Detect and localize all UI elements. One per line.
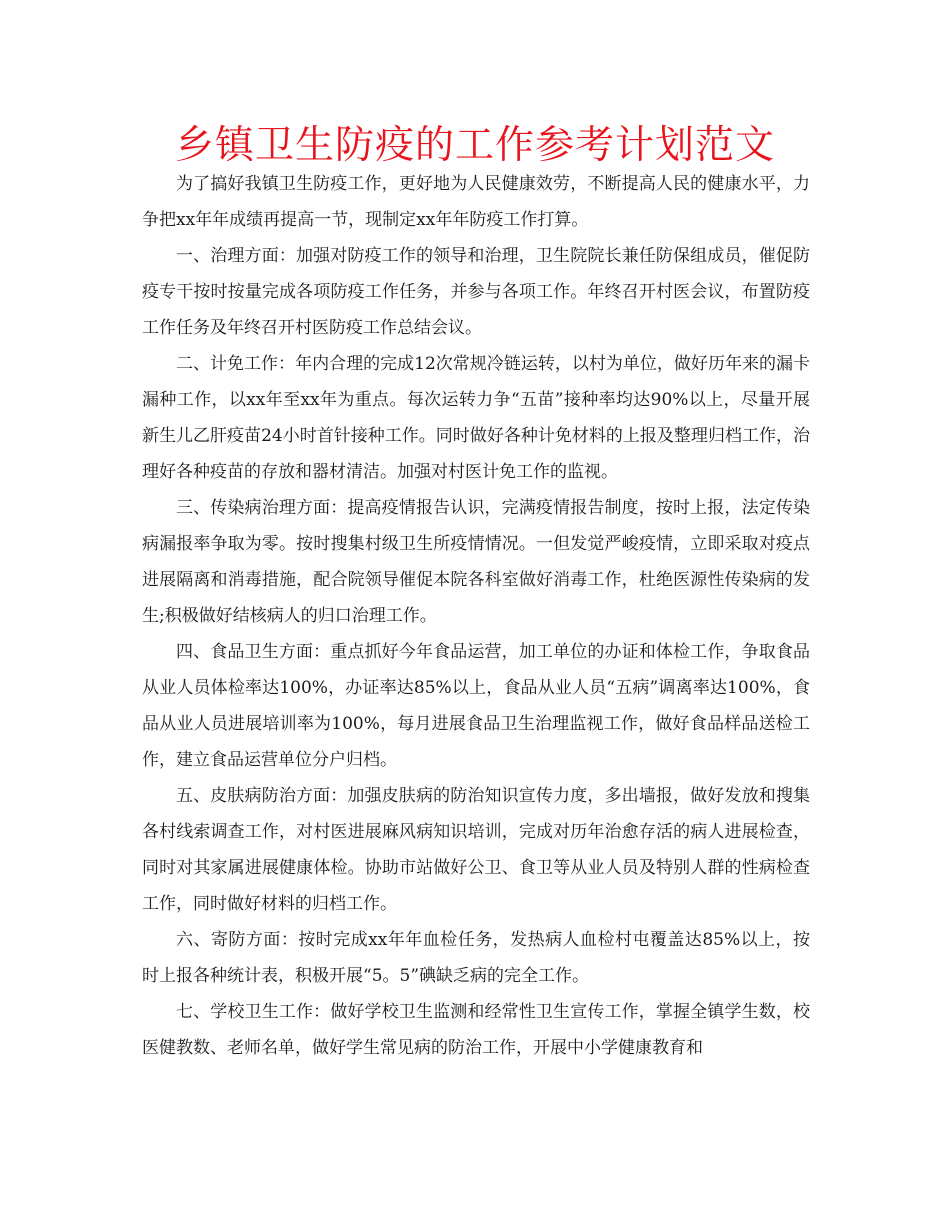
- paragraph-infectious-disease: 三、传染病治理方面：提高疫情报告认识，完满疫情报告制度，按时上报，法定传染病漏报率争取为零。按时搜集村级卫生所疫情情况。一但发觉严峻疫情，立即采取对疫点进展隔离和消毒措施，配合院领导催促本院各科室做好消毒工作，杜绝医源性传染病的发生;积极做好结核病人的归口治理工作。: [142, 498, 810, 626]
- paragraph-management: 一、治理方面：加强对防疫工作的领导和治理，卫生院院长兼任防保组成员，催促防疫专干按时按量完成各项防疫工作任务，并参与各项工作。年终召开村医会议，布置防疫工作任务及年终召开村医防疫工作总结会议。: [142, 246, 810, 338]
- paragraph-food-hygiene: 四、食品卫生方面：重点抓好今年食品运营，加工单位的办证和体检工作，争取食品从业人员体检率达100%，办证率达85%以上，食品从业人员“五病”调离率达100%，食品从业人员进展培训率为100%，每月进展食品卫生治理监视工作，做好食品样品送检工作，建立食品运营单位分户归档。: [142, 642, 810, 770]
- document-body: [142, 166, 810, 1066]
- paragraph-skin-disease: 五、皮肤病防治方面：加强皮肤病的防治知识宣传力度，多出墙报，做好发放和搜集各村线索调查工作，对村医进展麻风病知识培训，完成对历年治愈存活的病人进展检查，同时对其家属进展健康体检。协助市站做好公卫、食卫等从业人员及特别人群的性病检查工作，同时做好材料的归档工作。: [142, 786, 810, 914]
- paragraph-school-hygiene: 七、学校卫生工作：做好学校卫生监测和经常性卫生宣传工作，掌握全镇学生数，校医健教数、老师名单，做好学生常见病的防治工作，开展中小学健康教育和: [142, 1002, 810, 1058]
- document-title: 乡镇卫生防疫的工作参考计划范文: [174, 123, 775, 168]
- paragraph-parasite-prevention: 六、寄防方面：按时完成xx年年血检任务，发热病人血检村屯覆盖达85%以上，按时上报各种统计表，积极开展“5。5”碘缺乏病的完全工作。: [142, 930, 810, 986]
- paragraph-immunization: 二、计免工作：年内合理的完成12次常规冷链运转，以村为单位，做好历年来的漏卡漏种工作，以xx年至xx年为重点。每次运转力争“五苗”接种率均达90%以上，尽量开展新生儿乙肝疫苗24小时首针接种工作。同时做好各种计免材料的上报及整理归档工作，治理好各种疫苗的存放和器材清洁。加强对村医计免工作的监视。: [142, 354, 810, 482]
- paragraph-intro: 为了搞好我镇卫生防疫工作，更好地为人民健康效劳，不断提高人民的健康水平，力争把xx年年成绩再提高一节，现制定xx年年防疫工作打算。: [142, 174, 810, 230]
